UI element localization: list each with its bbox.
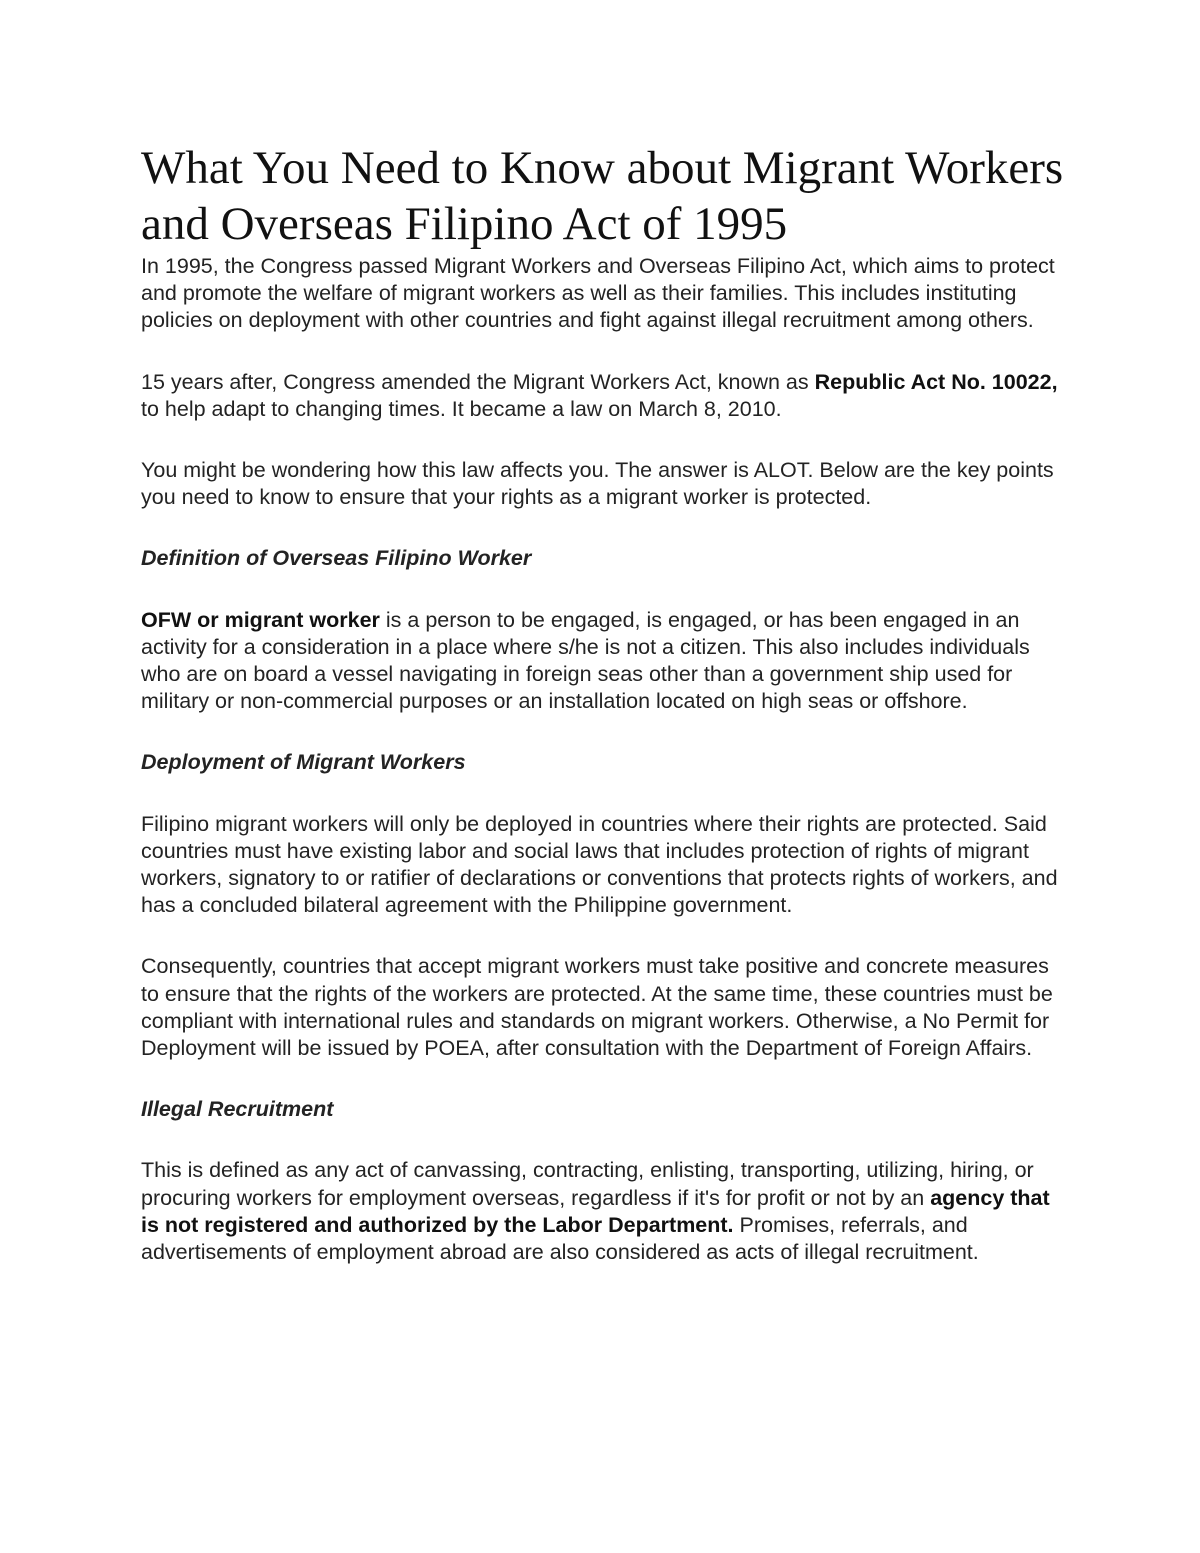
definition-heading: Definition of Overseas Filipino Worker <box>141 546 532 571</box>
amendment-text-after: to help adapt to changing times. It became a law on March 8, 2010. <box>141 396 782 421</box>
illegal-recruitment-heading: Illegal Recruitment <box>141 1097 334 1122</box>
wondering-paragraph: You might be wondering how this law affects you. The answer is ALOT. Below are the key points you need to know to ensure that your rights as a migrant worker is protected. <box>141 458 1054 510</box>
amendment-text-before: 15 years after, Congress amended the Migrant Workers Act, known as <box>141 369 815 394</box>
deployment-heading: Deployment of Migrant Workers <box>141 750 466 775</box>
deployment-paragraph-2: Consequently, countries that accept migrant workers must take positive and concrete measures to ensure that the rights of the workers are protected. At the same time, these countries must be compliant with international rules and standards on migrant workers. Otherwise, a No Permit for Deployment will be issued by POEA, after consultation with the Department of Foreign Affairs. <box>141 954 1053 1061</box>
deployment-paragraph-1: Filipino migrant workers will only be deployed in countries where their rights are protected. Said countries must have existing labor and social laws that includes protection of rights of migrant workers, signatory to or ratifier of declarations or conventions that protects rights of workers, and has a concluded bilateral agreement with the Philippine government. <box>141 811 1058 918</box>
amendment-paragraph <box>141 369 1071 423</box>
illegal-text-before: This is defined as any act of canvassing, contracting, enlisting, transporting, utilizing, hiring, or procuring workers for employment overseas, regardless if it's for profit or not by an <box>141 1158 1034 1210</box>
unregistered-agency-phrase: agency that is not registered and authorized by the Labor Department. <box>141 1185 1050 1237</box>
illegal-text-after: Promises, referrals, and advertisements of employment abroad are also considered as acts of illegal recruitment. <box>141 1212 979 1265</box>
intro-paragraph: In 1995, the Congress passed Migrant Workers and Overseas Filipino Act, which aims to protect and promote the welfare of migrant workers as well as their families. This includes instituting policies on deployment with other countries and fight against illegal recruitment among others. <box>141 254 1055 333</box>
document-title: What You Need to Know about Migrant Workers and Overseas Filipino Act of 1995 <box>141 142 1064 250</box>
ofw-term: OFW or migrant worker <box>141 607 380 632</box>
definition-paragraph <box>141 607 1071 716</box>
definition-text: is a person to be engaged, is engaged, or has been engaged in an activity for a consideration in a place where s/he is not a citizen. This also includes individuals who are on board a vessel navigating in foreign seas other than a government ship used for military or non-commercial purposes or an installation located on high seas or offshore. <box>141 607 1030 714</box>
document-page <box>141 140 1071 1300</box>
illegal-recruitment-paragraph <box>141 1157 1071 1266</box>
republic-act-label: Republic Act No. 10022, <box>814 369 1058 394</box>
